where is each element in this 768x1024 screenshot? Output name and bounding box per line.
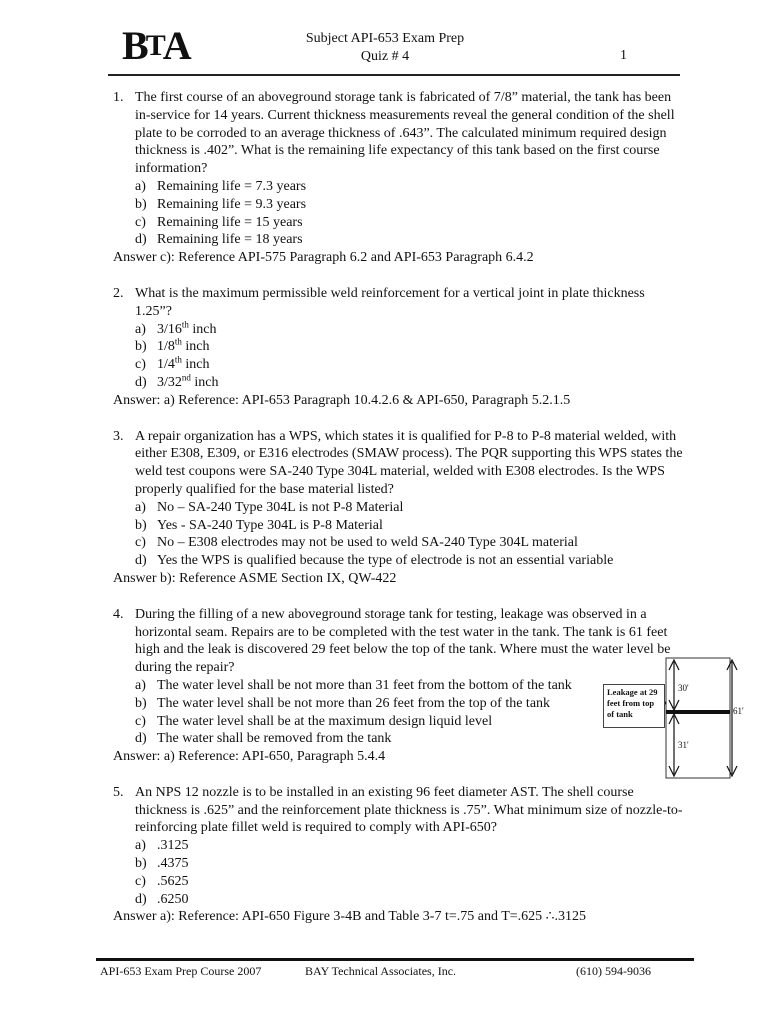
option: d) 3/32nd inch	[135, 372, 219, 390]
answer-line: Answer b): Reference ASME Section IX, QW-422	[113, 570, 397, 586]
page-number: 1	[620, 48, 627, 63]
option: a) 3/16th inch	[135, 318, 217, 337]
dimension-top: 30'	[678, 683, 689, 693]
company-logo: BTA	[122, 23, 189, 68]
option: d) The water shall be removed from the tank	[135, 731, 392, 747]
question-text: What is the maximum permissible weld reinforcement for a vertical joint in plate thickness 1.25”?	[135, 285, 645, 319]
option: d) Yes the WPS is qualified because the type of electrode is not an essential variable	[135, 553, 614, 569]
answer-line: Answer: a) Reference: API-653 Paragraph 10.4.2.6 & API-650, Paragraph 5.2.1.5	[113, 392, 571, 408]
question-text: A repair organization has a WPS, which states it is qualified for P-8 to P-8 material welded, with either E308, E309, or E316 electrodes (SMAW process). The PQR supporting this WPS states the weld test coupons were SA-240 Type 304L material, welded with E308 electrodes. Is the WPS properly qualified for the base material listed?	[135, 428, 683, 497]
option: c) .5625	[135, 873, 189, 889]
header-rule	[108, 74, 680, 76]
question-3: 3. A repair organization has a WPS, which states it is qualified for P-8 to P-8 material welded, with either E308, E309, or E316 electrodes (SMAW process). The PQR supporting this WPS states the weld test coupons were SA-240 Type 304L material, welded with E308 electrodes. Is the WPS properly qualified for the base material listed?	[113, 428, 683, 497]
question-text: During the filling of a new aboveground storage tank for testing, leakage was observed in a horizontal seam. Repairs are to be completed with the test water in the tank. The tank is 61 feet high and the leak is discovered 29 feet below the top of the tank. Where must the water level be during the repair?	[135, 606, 671, 676]
option: c) The water level shall be at the maximum design liquid level	[135, 713, 493, 729]
option: b) Remaining life = 9.3 years	[135, 196, 307, 212]
option: d) .6250	[135, 891, 189, 907]
footer-company: BAY Technical Associates, Inc.	[305, 964, 457, 978]
option: b) 1/8th inch	[135, 336, 210, 355]
answer-line: Answer c): Reference API-575 Paragraph 6.2 and API-653 Paragraph 6.4.2	[113, 250, 534, 266]
question-1: 1. The first course of an aboveground storage tank is fabricated of 7/8” material, the tank has been in-service for 14 years. Current thickness measurements reveal the general condition of the shell plate to be corroded to an average thickness of .643”. The calculated minimum required design thickness is .402”. What is the remaining life expectancy of this tank based on the first course information?	[113, 90, 675, 177]
option: c) 1/4th inch	[135, 354, 210, 373]
leak-label: Leakage at 29 feet from top of tank	[603, 684, 665, 728]
question-4: 4. During the filling of a new aboveground storage tank for testing, leakage was observed in a horizontal seam. Repairs are to be completed with the test water in the tank. The tank is 61 feet high and the leak is discovered 29 feet below the top of the tank. Where must the water level be during the repair?	[113, 606, 671, 676]
footer-rule	[96, 958, 694, 961]
quiz-body	[113, 89, 683, 926]
option: b) .4375	[135, 856, 189, 872]
option: c) Remaining life = 15 years	[135, 214, 303, 230]
footer-phone: (610) 594-9036	[576, 964, 651, 978]
option: d) Remaining life = 18 years	[135, 232, 303, 248]
question-5: 5. An NPS 12 nozzle is to be installed in an existing 96 feet diameter AST. The shell course thickness is .625” and the reinforcement plate thickness is .75”. What minimum size of nozzle-to-reinforcing plate fillet weld is required to comply with API-650?	[113, 784, 683, 836]
dimension-total: 61'	[733, 706, 744, 716]
option: a) Remaining life = 7.3 years	[135, 178, 307, 194]
footer-course: API-653 Exam Prep Course 2007	[100, 964, 262, 978]
dimension-bottom: 31'	[678, 740, 689, 750]
answer-line: Answer a): Reference: API-650 Figure 3-4B and Table 3-7 t=.75 and T=.625 ∴.3125	[113, 909, 587, 925]
option: a) The water level shall be not more than 31 feet from the bottom of the tank	[135, 677, 572, 693]
question-text: An NPS 12 nozzle is to be installed in an existing 96 feet diameter AST. The shell course thickness is .625” and the reinforcement plate thickness is .75”. What minimum size of nozzle-to-reinforcing plate fillet weld is required to comply with API-650?	[135, 784, 683, 836]
option: b) The water level shall be not more than 26 feet from the top of the tank	[135, 695, 551, 711]
option: a) .3125	[135, 838, 189, 854]
option: a) No – SA-240 Type 304L is not P-8 Material	[135, 499, 404, 515]
question-2: 2. What is the maximum permissible weld reinforcement for a vertical joint in plate thickness 1.25”?	[113, 285, 645, 319]
option: b) Yes - SA-240 Type 304L is P-8 Material	[135, 517, 383, 533]
subject-line: Subject API-653 Exam Prep	[305, 31, 465, 46]
answer-line: Answer: a) Reference: API-650, Paragraph 5.4.4	[113, 749, 386, 765]
question-text: The first course of an aboveground storage tank is fabricated of 7/8” material, the tank has been in-service for 14 years. Current thickness measurements reveal the general condition of the shell plate to be corroded to an average thickness of .643”. The calculated minimum required design thickness is .402”. What is the remaining life expectancy of this tank based on the first course information?	[135, 90, 675, 177]
option: c) No – E308 electrodes may not be used to weld SA-240 Type 304L material	[135, 535, 578, 551]
quiz-number: Quiz # 4	[360, 49, 410, 64]
